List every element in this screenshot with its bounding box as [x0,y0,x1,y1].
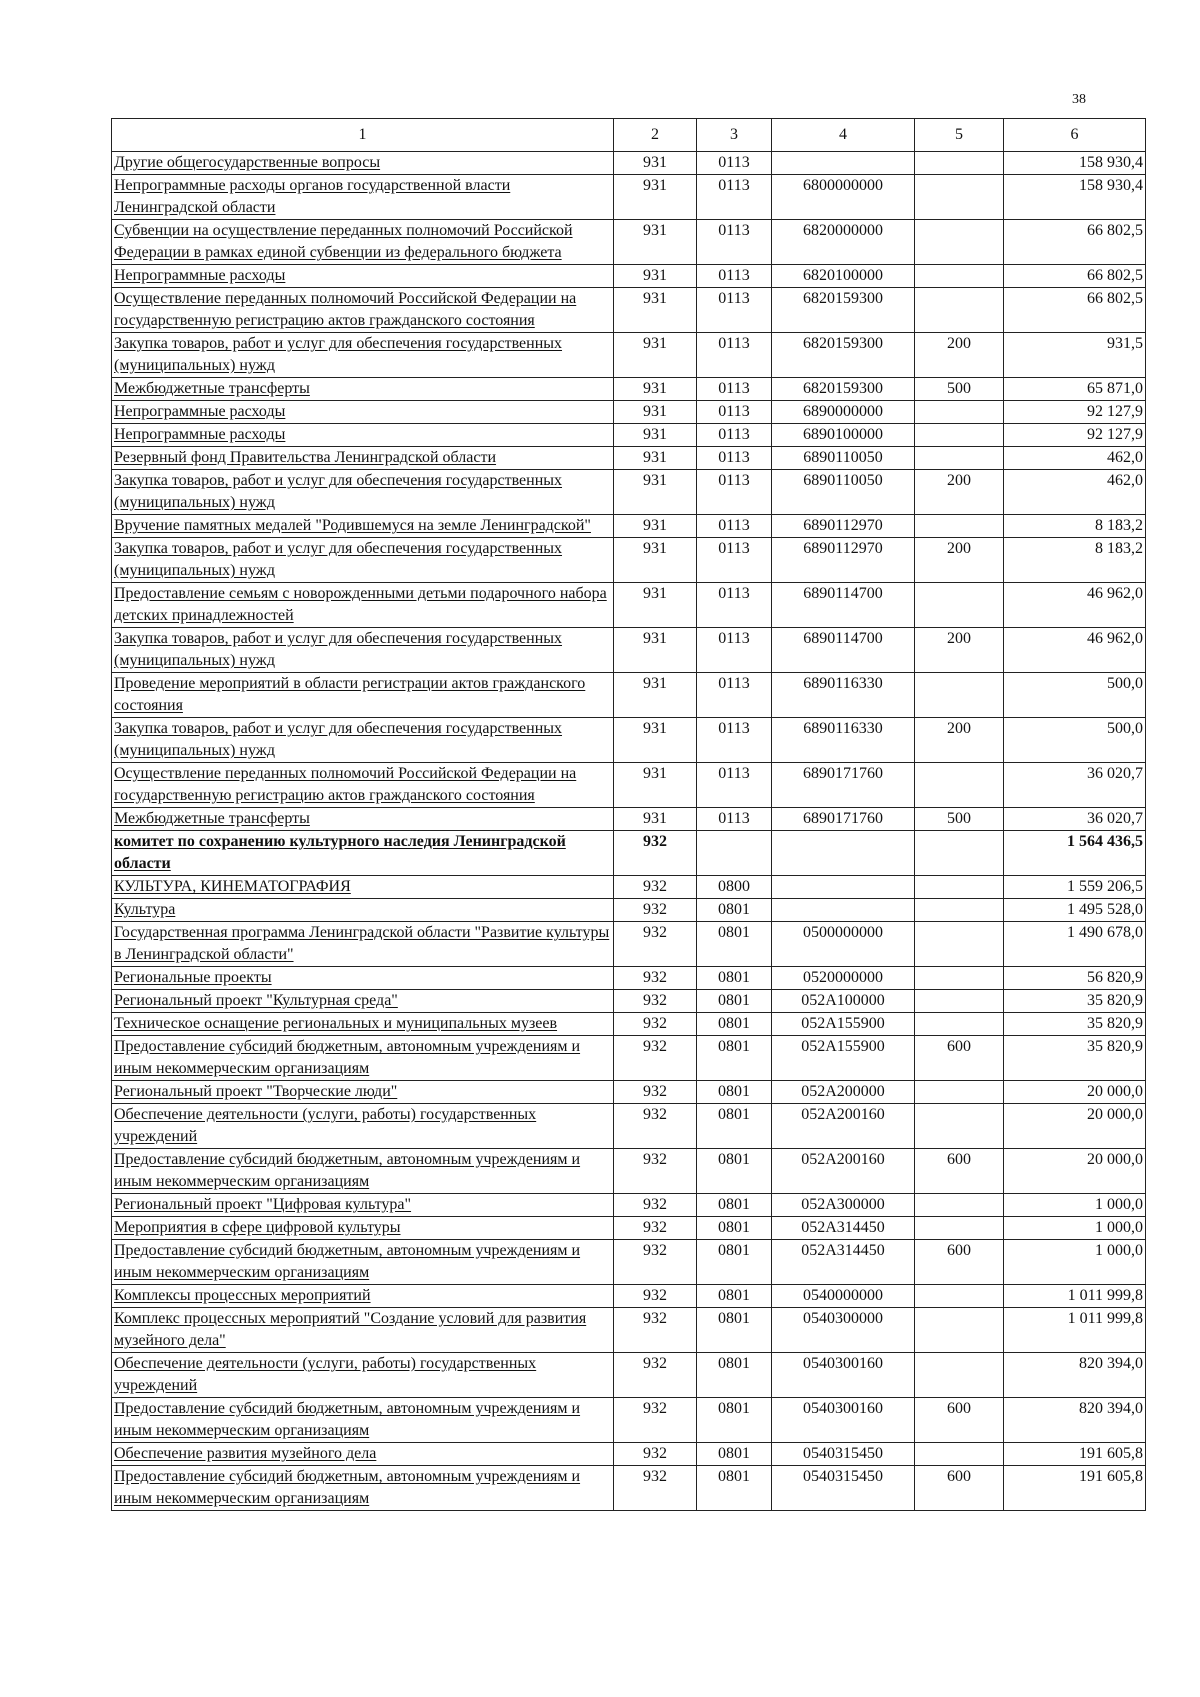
target-article-cell: 6890000000 [772,401,915,424]
expense-name-cell: Закупка товаров, работ и услуг для обеспечения государственных (муниципальных) нужд [112,628,614,673]
amount-cell: 36 020,7 [1004,763,1146,808]
target-article-cell: 6890114700 [772,583,915,628]
ministry-code-cell: 931 [614,288,697,333]
target-article-cell [772,152,915,175]
expense-type-cell [915,265,1004,288]
expense-name-cell: комитет по сохранению культурного наследия Ленинградской области [112,831,614,876]
expense-type-cell [915,899,1004,922]
table-row [112,265,1146,288]
ministry-code-cell: 931 [614,538,697,583]
ministry-code-cell: 931 [614,515,697,538]
table-row [112,808,1146,831]
ministry-code-cell: 932 [614,1081,697,1104]
expense-type-cell [915,1013,1004,1036]
section-code-cell: 0113 [697,515,772,538]
expense-name-cell: Непрограммные расходы [112,265,614,288]
expense-type-cell [915,967,1004,990]
target-article-cell: 0500000000 [772,922,915,967]
expense-name-cell: Непрограммные расходы [112,401,614,424]
expense-type-cell: 200 [915,470,1004,515]
target-article-cell: 6820100000 [772,265,915,288]
expense-type-cell [915,515,1004,538]
ministry-code-cell: 932 [614,1149,697,1194]
ministry-code-cell: 931 [614,175,697,220]
target-article-cell: 052А200160 [772,1104,915,1149]
expense-name-cell: Предоставление субсидий бюджетным, автономным учреждениям и иным некоммерческим организациям [112,1466,614,1511]
ministry-code-cell: 931 [614,378,697,401]
expense-type-cell [915,1194,1004,1217]
section-code-cell: 0801 [697,967,772,990]
column-header: 6 [1004,119,1146,152]
expense-type-cell: 500 [915,378,1004,401]
expense-name-cell: Межбюджетные трансферты [112,808,614,831]
amount-cell: 46 962,0 [1004,628,1146,673]
ministry-code-cell: 932 [614,990,697,1013]
expense-type-cell: 600 [915,1240,1004,1285]
expense-type-cell: 500 [915,808,1004,831]
expense-name-cell: Субвенции на осуществление переданных полномочий Российской Федерации в рамках единой субвенции из федерального бюджета [112,220,614,265]
expense-name-cell: Обеспечение деятельности (услуги, работы) государственных учреждений [112,1104,614,1149]
section-code-cell: 0800 [697,876,772,899]
expense-type-cell: 600 [915,1036,1004,1081]
target-article-cell: 6890100000 [772,424,915,447]
section-code-cell: 0801 [697,1353,772,1398]
amount-cell: 8 183,2 [1004,515,1146,538]
ministry-code-cell: 932 [614,1466,697,1511]
expense-name-cell: Непрограммные расходы органов государственной власти Ленинградской области [112,175,614,220]
ministry-code-cell: 931 [614,673,697,718]
expense-name-cell: Межбюджетные трансферты [112,378,614,401]
expense-type-cell [915,152,1004,175]
expense-type-cell [915,763,1004,808]
amount-cell: 1 495 528,0 [1004,899,1146,922]
ministry-code-cell: 931 [614,583,697,628]
amount-cell: 36 020,7 [1004,808,1146,831]
section-code-cell: 0113 [697,808,772,831]
expense-type-cell [915,583,1004,628]
ministry-code-cell: 932 [614,1036,697,1081]
target-article-cell: 0540300160 [772,1398,915,1443]
target-article-cell: 6890116330 [772,718,915,763]
column-header: 3 [697,119,772,152]
table-row [112,1149,1146,1194]
amount-cell: 191 605,8 [1004,1466,1146,1511]
expense-type-cell [915,424,1004,447]
table-row [112,899,1146,922]
expense-name-cell: Осуществление переданных полномочий Российской Федерации на государственную регистрацию актов гражданского состояния [112,763,614,808]
target-article-cell: 6820000000 [772,220,915,265]
amount-cell: 462,0 [1004,470,1146,515]
section-code-cell: 0801 [697,1285,772,1308]
amount-cell: 1 490 678,0 [1004,922,1146,967]
table-row [112,1081,1146,1104]
table-row [112,447,1146,470]
target-article-cell: 0540315450 [772,1443,915,1466]
ministry-code-cell: 931 [614,265,697,288]
target-article-cell: 6820159300 [772,378,915,401]
expense-type-cell [915,401,1004,424]
table-row [112,831,1146,876]
expense-type-cell [915,1285,1004,1308]
target-article-cell: 0540315450 [772,1466,915,1511]
expense-name-cell: Региональный проект "Цифровая культура" [112,1194,614,1217]
amount-cell: 820 394,0 [1004,1398,1146,1443]
expense-type-cell: 200 [915,628,1004,673]
expense-type-cell [915,1443,1004,1466]
amount-cell: 500,0 [1004,673,1146,718]
ministry-code-cell: 931 [614,220,697,265]
ministry-code-cell: 932 [614,1217,697,1240]
section-code-cell: 0801 [697,1194,772,1217]
section-code-cell: 0801 [697,1240,772,1285]
table-row [112,175,1146,220]
ministry-code-cell: 932 [614,967,697,990]
amount-cell: 1 000,0 [1004,1194,1146,1217]
expense-name-cell: Обеспечение деятельности (услуги, работы) государственных учреждений [112,1353,614,1398]
section-code-cell: 0113 [697,424,772,447]
section-code-cell: 0801 [697,922,772,967]
expense-name-cell: Предоставление субсидий бюджетным, автономным учреждениям и иным некоммерческим организациям [112,1240,614,1285]
section-code-cell: 0801 [697,1217,772,1240]
expense-type-cell [915,1217,1004,1240]
amount-cell: 56 820,9 [1004,967,1146,990]
expense-type-cell [915,1081,1004,1104]
amount-cell: 8 183,2 [1004,538,1146,583]
target-article-cell: 6890110050 [772,447,915,470]
target-article-cell: 052А314450 [772,1217,915,1240]
ministry-code-cell: 932 [614,1104,697,1149]
amount-cell: 20 000,0 [1004,1081,1146,1104]
table-row [112,1013,1146,1036]
target-article-cell: 052А155900 [772,1013,915,1036]
ministry-code-cell: 931 [614,763,697,808]
expense-name-cell: Мероприятия в сфере цифровой культуры [112,1217,614,1240]
section-code-cell: 0113 [697,447,772,470]
table-row [112,1285,1146,1308]
expense-name-cell: Культура [112,899,614,922]
amount-cell: 92 127,9 [1004,424,1146,447]
expense-type-cell: 200 [915,718,1004,763]
amount-cell: 820 394,0 [1004,1353,1146,1398]
amount-cell: 191 605,8 [1004,1443,1146,1466]
target-article-cell: 6890171760 [772,808,915,831]
expense-name-cell: Закупка товаров, работ и услуг для обеспечения государственных (муниципальных) нужд [112,470,614,515]
table-row [112,763,1146,808]
column-header: 5 [915,119,1004,152]
ministry-code-cell: 932 [614,1353,697,1398]
column-header: 1 [112,119,614,152]
column-header: 2 [614,119,697,152]
amount-cell: 66 802,5 [1004,288,1146,333]
table-row [112,424,1146,447]
ministry-code-cell: 931 [614,152,697,175]
expense-name-cell: Другие общегосударственные вопросы [112,152,614,175]
section-code-cell: 0801 [697,1308,772,1353]
ministry-code-cell: 932 [614,831,697,876]
target-article-cell [772,899,915,922]
section-code-cell: 0113 [697,718,772,763]
amount-cell: 46 962,0 [1004,583,1146,628]
amount-cell: 1 011 999,8 [1004,1308,1146,1353]
amount-cell: 65 871,0 [1004,378,1146,401]
ministry-code-cell: 932 [614,1013,697,1036]
section-code-cell: 0801 [697,1104,772,1149]
ministry-code-cell: 932 [614,876,697,899]
table-row [112,515,1146,538]
expense-name-cell: Предоставление субсидий бюджетным, автономным учреждениям и иным некоммерческим организациям [112,1398,614,1443]
section-code-cell: 0113 [697,538,772,583]
ministry-code-cell: 931 [614,718,697,763]
section-code-cell: 0113 [697,288,772,333]
table-row [112,1308,1146,1353]
expense-name-cell: Осуществление переданных полномочий Российской Федерации на государственную регистрацию актов гражданского состояния [112,288,614,333]
expense-name-cell: Комплекс процессных мероприятий "Создание условий для развития музейного дела" [112,1308,614,1353]
target-article-cell: 6820159300 [772,288,915,333]
table-row [112,673,1146,718]
expense-name-cell: Закупка товаров, работ и услуг для обеспечения государственных (муниципальных) нужд [112,538,614,583]
target-article-cell: 6890116330 [772,673,915,718]
target-article-cell: 0540000000 [772,1285,915,1308]
ministry-code-cell: 932 [614,1240,697,1285]
target-article-cell: 052А314450 [772,1240,915,1285]
expense-name-cell: Комплексы процессных мероприятий [112,1285,614,1308]
section-code-cell [697,831,772,876]
table-row [112,1036,1146,1081]
amount-cell: 1 000,0 [1004,1217,1146,1240]
table-row [112,1398,1146,1443]
expense-type-cell [915,288,1004,333]
budget-table [111,118,1146,1511]
target-article-cell: 6890171760 [772,763,915,808]
amount-cell: 462,0 [1004,447,1146,470]
expense-type-cell [915,1308,1004,1353]
expense-name-cell: Предоставление субсидий бюджетным, автономным учреждениям и иным некоммерческим организациям [112,1036,614,1081]
target-article-cell [772,831,915,876]
expense-name-cell: Вручение памятных медалей "Родившемуся на земле Ленинградской" [112,515,614,538]
amount-cell: 35 820,9 [1004,1036,1146,1081]
section-code-cell: 0113 [697,583,772,628]
ministry-code-cell: 931 [614,808,697,831]
table-row [112,401,1146,424]
ministry-code-cell: 932 [614,1194,697,1217]
section-code-cell: 0113 [697,333,772,378]
amount-cell: 158 930,4 [1004,175,1146,220]
table-row [112,1104,1146,1149]
table-row [112,470,1146,515]
section-code-cell: 0801 [697,1466,772,1511]
amount-cell: 931,5 [1004,333,1146,378]
ministry-code-cell: 931 [614,424,697,447]
expense-name-cell: Закупка товаров, работ и услуг для обеспечения государственных (муниципальных) нужд [112,333,614,378]
expense-type-cell: 600 [915,1466,1004,1511]
expense-name-cell: Региональный проект "Творческие люди" [112,1081,614,1104]
target-article-cell: 052А300000 [772,1194,915,1217]
target-article-cell: 0540300000 [772,1308,915,1353]
section-code-cell: 0113 [697,378,772,401]
target-article-cell: 052А155900 [772,1036,915,1081]
ministry-code-cell: 931 [614,333,697,378]
section-code-cell: 0113 [697,470,772,515]
expense-type-cell: 200 [915,538,1004,583]
table-row [112,152,1146,175]
section-code-cell: 0113 [697,265,772,288]
expense-name-cell: Обеспечение развития музейного дела [112,1443,614,1466]
page-number: 38 [1072,92,1086,107]
section-code-cell: 0801 [697,899,772,922]
table-row [112,220,1146,265]
table-row [112,876,1146,899]
section-code-cell: 0801 [697,1013,772,1036]
table-row [112,922,1146,967]
section-code-cell: 0113 [697,673,772,718]
table-row [112,333,1146,378]
amount-cell: 1 559 206,5 [1004,876,1146,899]
section-code-cell: 0113 [697,763,772,808]
amount-cell: 158 930,4 [1004,152,1146,175]
ministry-code-cell: 931 [614,628,697,673]
section-code-cell: 0113 [697,401,772,424]
section-code-cell: 0113 [697,175,772,220]
section-code-cell: 0113 [697,220,772,265]
ministry-code-cell: 932 [614,1443,697,1466]
expense-name-cell: Непрограммные расходы [112,424,614,447]
target-article-cell: 0540300160 [772,1353,915,1398]
table-header-row [112,119,1146,152]
expense-name-cell: Предоставление субсидий бюджетным, автономным учреждениям и иным некоммерческим организациям [112,1149,614,1194]
target-article-cell: 6800000000 [772,175,915,220]
table-row [112,378,1146,401]
expense-name-cell: Резервный фонд Правительства Ленинградской области [112,447,614,470]
amount-cell: 35 820,9 [1004,1013,1146,1036]
expense-type-cell [915,447,1004,470]
expense-type-cell [915,673,1004,718]
expense-type-cell: 600 [915,1398,1004,1443]
target-article-cell: 6820159300 [772,333,915,378]
amount-cell: 20 000,0 [1004,1104,1146,1149]
amount-cell: 92 127,9 [1004,401,1146,424]
expense-name-cell: Проведение мероприятий в области регистрации актов гражданского состояния [112,673,614,718]
section-code-cell: 0801 [697,1443,772,1466]
table-row [112,1466,1146,1511]
table-row [112,1194,1146,1217]
section-code-cell: 0113 [697,152,772,175]
expense-name-cell: Государственная программа Ленинградской области "Развитие культуры в Ленинградской области" [112,922,614,967]
table-row [112,990,1146,1013]
expense-name-cell: Региональные проекты [112,967,614,990]
target-article-cell: 6890112970 [772,538,915,583]
table-row [112,718,1146,763]
ministry-code-cell: 932 [614,899,697,922]
amount-cell: 66 802,5 [1004,265,1146,288]
section-code-cell: 0801 [697,1398,772,1443]
target-article-cell: 6890114700 [772,628,915,673]
target-article-cell: 6890110050 [772,470,915,515]
table-row [112,1443,1146,1466]
section-code-cell: 0801 [697,990,772,1013]
table-row [112,1353,1146,1398]
amount-cell: 66 802,5 [1004,220,1146,265]
target-article-cell: 052А100000 [772,990,915,1013]
section-code-cell: 0801 [697,1036,772,1081]
table-row [112,538,1146,583]
amount-cell: 1 564 436,5 [1004,831,1146,876]
amount-cell: 500,0 [1004,718,1146,763]
expense-type-cell: 600 [915,1149,1004,1194]
ministry-code-cell: 931 [614,401,697,424]
table-row [112,628,1146,673]
table-body [112,152,1146,1511]
ministry-code-cell: 932 [614,1285,697,1308]
expense-type-cell [915,175,1004,220]
amount-cell: 1 000,0 [1004,1240,1146,1285]
expense-name-cell: Техническое оснащение региональных и муниципальных музеев [112,1013,614,1036]
target-article-cell [772,876,915,899]
ministry-code-cell: 932 [614,922,697,967]
target-article-cell: 0520000000 [772,967,915,990]
expense-type-cell [915,220,1004,265]
expense-name-cell: КУЛЬТУРА, КИНЕМАТОГРАФИЯ [112,876,614,899]
amount-cell: 1 011 999,8 [1004,1285,1146,1308]
target-article-cell: 6890112970 [772,515,915,538]
expense-type-cell [915,1353,1004,1398]
target-article-cell: 052А200160 [772,1149,915,1194]
expense-name-cell: Региональный проект "Культурная среда" [112,990,614,1013]
section-code-cell: 0801 [697,1081,772,1104]
expense-type-cell [915,1104,1004,1149]
ministry-code-cell: 931 [614,447,697,470]
expense-type-cell [915,990,1004,1013]
expense-type-cell [915,922,1004,967]
expense-name-cell: Закупка товаров, работ и услуг для обеспечения государственных (муниципальных) нужд [112,718,614,763]
ministry-code-cell: 932 [614,1308,697,1353]
ministry-code-cell: 932 [614,1398,697,1443]
ministry-code-cell: 931 [614,470,697,515]
amount-cell: 20 000,0 [1004,1149,1146,1194]
target-article-cell: 052А200000 [772,1081,915,1104]
expense-type-cell [915,876,1004,899]
table-row [112,288,1146,333]
expense-type-cell [915,831,1004,876]
table-row [112,583,1146,628]
table-row [112,967,1146,990]
table-row [112,1240,1146,1285]
expense-name-cell: Предоставление семьям с новорожденными детьми подарочного набора детских принадлежностей [112,583,614,628]
amount-cell: 35 820,9 [1004,990,1146,1013]
section-code-cell: 0801 [697,1149,772,1194]
section-code-cell: 0113 [697,628,772,673]
table-row [112,1217,1146,1240]
expense-type-cell: 200 [915,333,1004,378]
column-header: 4 [772,119,915,152]
